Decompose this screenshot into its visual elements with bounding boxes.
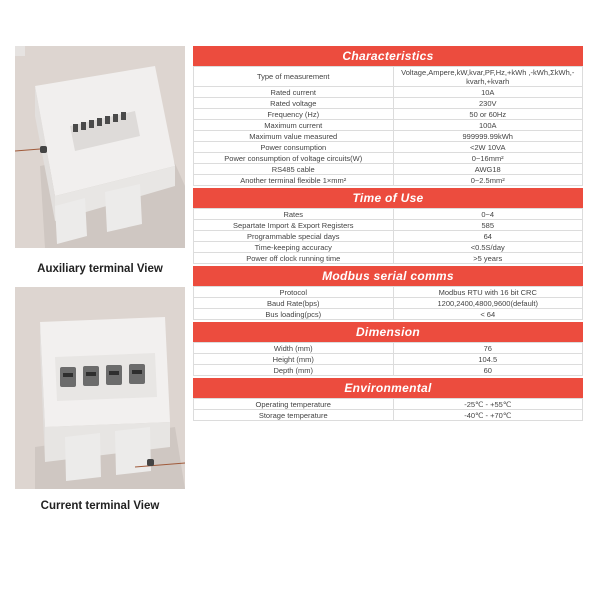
spec-label: Bus loading(pcs)	[194, 309, 394, 320]
spec-row	[194, 67, 583, 87]
spec-value: 76	[393, 343, 583, 354]
spec-label: RS485 cable	[194, 164, 394, 175]
spec-label: Programmable special days	[194, 231, 394, 242]
specification-tables	[193, 46, 583, 421]
spec-label: Rated current	[194, 87, 394, 98]
spec-label: Depth (mm)	[194, 365, 394, 376]
spec-row	[194, 242, 583, 253]
spec-value: 10A	[393, 87, 583, 98]
spec-value: 100A	[393, 120, 583, 131]
spec-row	[194, 253, 583, 264]
spec-value: 64	[393, 231, 583, 242]
spec-label: Frequency (Hz)	[194, 109, 394, 120]
spec-label: Operating temperature	[194, 399, 394, 410]
spec-label: Power consumption of voltage circuits(W)	[194, 153, 394, 164]
spec-row	[194, 231, 583, 242]
spec-value: 50 or 60Hz	[393, 109, 583, 120]
spec-row	[194, 87, 583, 98]
spec-value: Voltage,Ampere,kW,kvar,PF,Hz,+kWh ,-kWh,ΣkWh,-kvarh,+kvarh	[393, 67, 583, 87]
spec-label: Maximum current	[194, 120, 394, 131]
spec-label: Height (mm)	[194, 354, 394, 365]
meter-current-illustration	[15, 287, 185, 489]
spec-label: Time-keeping accuracy	[194, 242, 394, 253]
spec-table	[193, 286, 583, 320]
spec-row	[194, 287, 583, 298]
spec-table	[193, 66, 583, 186]
spec-label: Rates	[194, 209, 394, 220]
spec-row	[194, 153, 583, 164]
spec-value: AWG18	[393, 164, 583, 175]
spec-table	[193, 398, 583, 421]
spec-label: Another terminal flexible 1×mm²	[194, 175, 394, 186]
section-header: Environmental	[193, 378, 583, 398]
section-header: Modbus serial comms	[193, 266, 583, 286]
spec-row	[194, 399, 583, 410]
spec-label: Maximum value measured	[194, 131, 394, 142]
spec-value: 104.5	[393, 354, 583, 365]
spec-row	[194, 220, 583, 231]
spec-row	[194, 309, 583, 320]
spec-value: -25℃ - +55℃	[393, 399, 583, 410]
meter-auxiliary-illustration	[15, 46, 185, 248]
spec-value: >5 years	[393, 253, 583, 264]
spec-row	[194, 343, 583, 354]
spec-value: 60	[393, 365, 583, 376]
spec-label: Separtate Import & Export Registers	[194, 220, 394, 231]
spec-table	[193, 342, 583, 376]
spec-value: 0~2.5mm²	[393, 175, 583, 186]
section-header: Time of Use	[193, 188, 583, 208]
spec-label: Type of measurement	[194, 67, 394, 87]
spec-row	[194, 410, 583, 421]
spec-value: 999999.99kWh	[393, 131, 583, 142]
spec-value: 585	[393, 220, 583, 231]
spec-value: 0~16mm²	[393, 153, 583, 164]
current-terminal-photo	[15, 287, 185, 489]
spec-value: <2W 10VA	[393, 142, 583, 153]
spec-row	[194, 98, 583, 109]
section-header: Characteristics	[193, 46, 583, 66]
spec-label: Rated voltage	[194, 98, 394, 109]
spec-row	[194, 131, 583, 142]
spec-row	[194, 298, 583, 309]
spec-value: 1200,2400,4800,9600(default)	[393, 298, 583, 309]
auxiliary-terminal-caption: Auxiliary terminal View	[37, 263, 163, 275]
spec-row	[194, 209, 583, 220]
spec-label: Storage temperature	[194, 410, 394, 421]
spec-value: < 64	[393, 309, 583, 320]
spec-value: Modbus RTU with 16 bit CRC	[393, 287, 583, 298]
spec-label: Baud Rate(bps)	[194, 298, 394, 309]
spec-value: <0.5S/day	[393, 242, 583, 253]
spec-label: Protocol	[194, 287, 394, 298]
spec-row	[194, 354, 583, 365]
spec-row	[194, 142, 583, 153]
spec-label: Power consumption	[194, 142, 394, 153]
spec-row	[194, 120, 583, 131]
spec-label: Width (mm)	[194, 343, 394, 354]
spec-row	[194, 175, 583, 186]
current-terminal-caption: Current terminal View	[40, 500, 160, 512]
spec-table	[193, 208, 583, 264]
spec-row	[194, 109, 583, 120]
spec-row	[194, 164, 583, 175]
section-header: Dimension	[193, 322, 583, 342]
spec-row	[194, 365, 583, 376]
auxiliary-terminal-photo	[15, 46, 185, 248]
spec-value: -40℃ - +70℃	[393, 410, 583, 421]
spec-value: 0~4	[393, 209, 583, 220]
spec-label: Power off clock running time	[194, 253, 394, 264]
spec-value: 230V	[393, 98, 583, 109]
